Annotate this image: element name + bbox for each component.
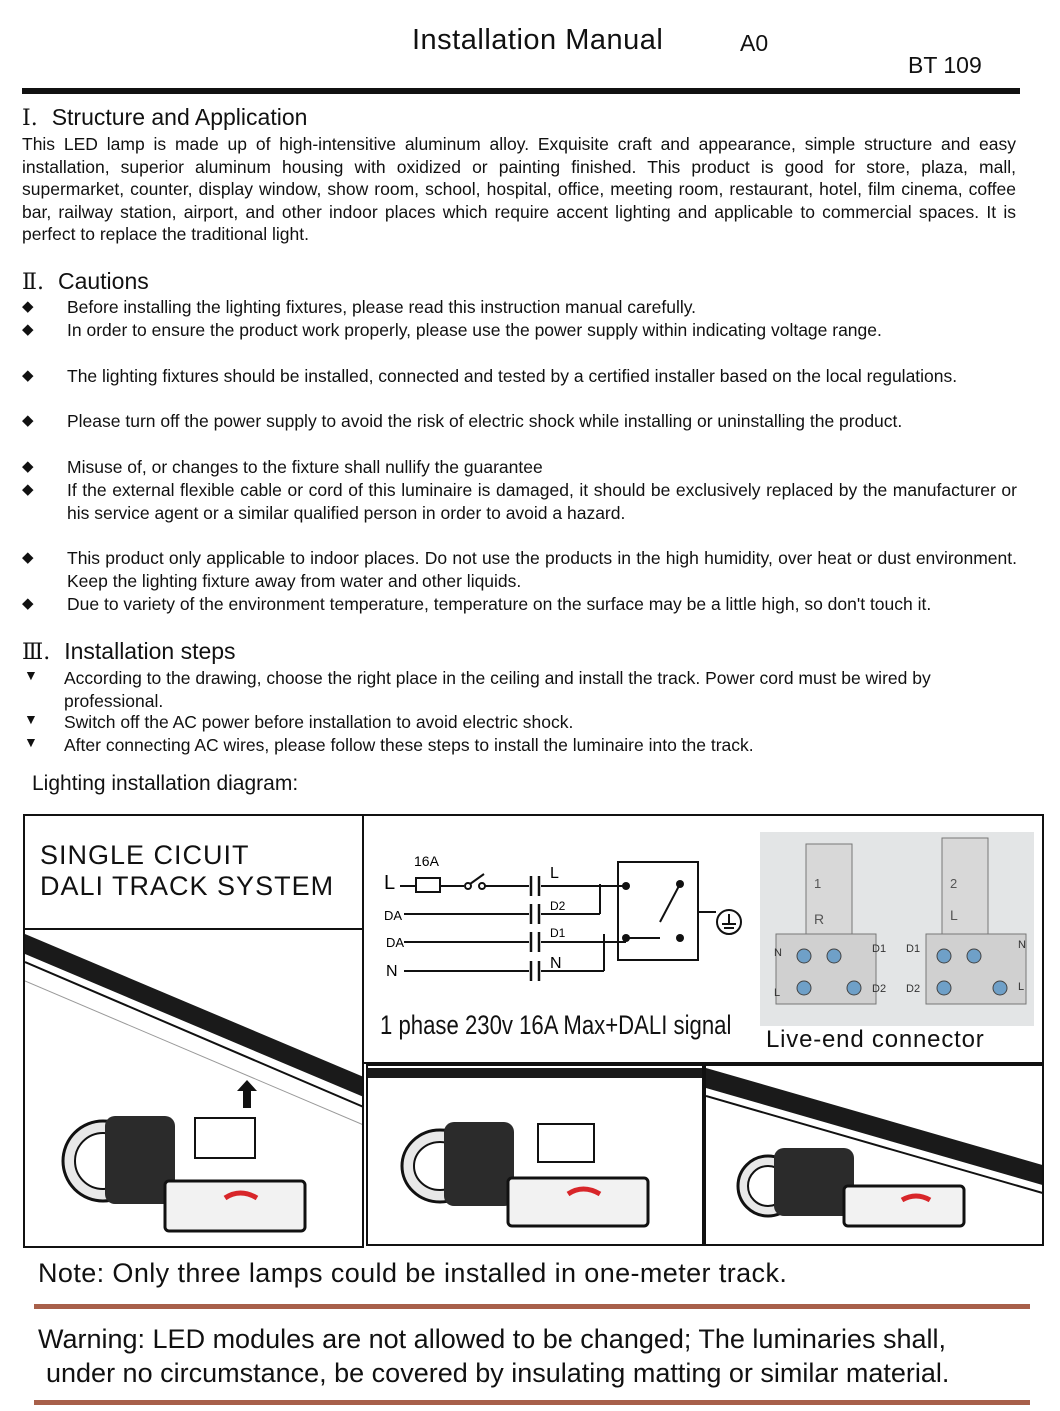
connector-caption: Live-end connector [766, 1026, 985, 1053]
connector-mark: L [1018, 981, 1025, 993]
section-structure-heading [22, 104, 307, 131]
section-cautions-heading [22, 268, 149, 295]
diamond-bullet-icon: ◆ [22, 549, 34, 566]
install-step-2-panel [366, 1064, 704, 1246]
fuse-icon [416, 878, 440, 892]
wire-label-right: D1 [550, 926, 566, 940]
diamond-bullet-icon: ◆ [22, 321, 34, 338]
connector-mark: D2 [906, 983, 921, 995]
warning-divider [34, 1400, 1030, 1405]
diagram-label: Lighting installation diagram: [32, 772, 299, 795]
connector-arrow-label: 2 [950, 876, 958, 891]
section-installation-heading [22, 638, 236, 665]
version-label: A0 [740, 30, 769, 56]
system-title [40, 840, 334, 902]
system-title-line2: DALI TRACK SYSTEM [40, 871, 335, 901]
fuse-rating: 16A [414, 853, 439, 869]
wire-label-right: N [550, 955, 562, 972]
connector-arrow-label: 1 [814, 876, 822, 891]
connector-mark: R [814, 911, 825, 927]
note-divider [34, 1304, 1030, 1309]
connector-mark: D2 [872, 983, 887, 995]
arrow-up-icon [237, 1080, 257, 1108]
header-divider [22, 88, 1020, 94]
connector-mark: N [1018, 939, 1026, 951]
section-title: Structure and Application [51, 104, 308, 130]
triangle-bullet-icon: ▼ [24, 711, 38, 727]
section-numeral: Ⅲ. [22, 640, 51, 665]
wire-label-right: D2 [550, 899, 566, 913]
triangle-bullet-icon: ▼ [24, 734, 38, 750]
system-title-line1: SINGLE CICUIT [40, 840, 250, 870]
section-numeral: Ⅰ. [22, 106, 38, 131]
diamond-bullet-icon: ◆ [22, 481, 34, 498]
diamond-bullet-icon: ◆ [22, 595, 34, 612]
model-number: BT 109 [908, 52, 982, 78]
installation-note: Note: Only three lamps could be installed in one-meter track. [38, 1258, 788, 1288]
wire-label-left: DA [386, 935, 405, 950]
connector-mark: D1 [906, 943, 921, 955]
triangle-bullet-icon: ▼ [24, 667, 38, 683]
connector-mark: N [774, 947, 782, 959]
connector-mark: L [950, 907, 958, 923]
structure-paragraph: This LED lamp is made up of high-intensitive aluminum alloy. Exquisite craft and appearance, simple structure and easy installation, superior aluminum housing with oxidized or painting finished. This product is good for store, plaza, mall, supermarket, counter, display window, show room, school, hospital, office, meeting room, restaurant, hotel, film cinema, coffee bar, railway station, airport, and other indoor places which require accent lighting and applicable to commercial spaces. It is perfect to replace the traditional light. [22, 134, 1016, 244]
connector-mark: D1 [872, 943, 887, 955]
luminaire-insert-illustration [368, 1066, 704, 1246]
warning-line: under no circumstance, be covered by insulating matting or similar material. [46, 1358, 950, 1388]
luminaire-installed-illustration [706, 1066, 1044, 1246]
section-title: Installation steps [64, 638, 236, 664]
diamond-bullet-icon: ◆ [22, 458, 34, 475]
warning-line: Warning: LED modules are not allowed to be changed; The luminaries shall, [38, 1324, 947, 1354]
install-step-3-panel [704, 1064, 1044, 1246]
page-title: Installation Manual [412, 24, 664, 56]
wire-label-left: DA [384, 908, 403, 923]
diamond-bullet-icon: ◆ [22, 412, 34, 429]
wire-label-right: L [550, 865, 559, 882]
diamond-bullet-icon: ◆ [22, 298, 34, 315]
connector-mark: L [774, 987, 781, 999]
warning-text [38, 1322, 949, 1390]
diamond-bullet-icon: ◆ [22, 367, 34, 384]
wire-label-left: L [384, 872, 396, 894]
section-title: Cautions [57, 268, 149, 294]
wiring-caption: 1 phase 230v 16A Max+DALI signal [380, 1010, 732, 1040]
terminal-block [618, 862, 698, 960]
wire-label-left: N [386, 963, 398, 980]
section-numeral: Ⅱ. [22, 270, 44, 295]
